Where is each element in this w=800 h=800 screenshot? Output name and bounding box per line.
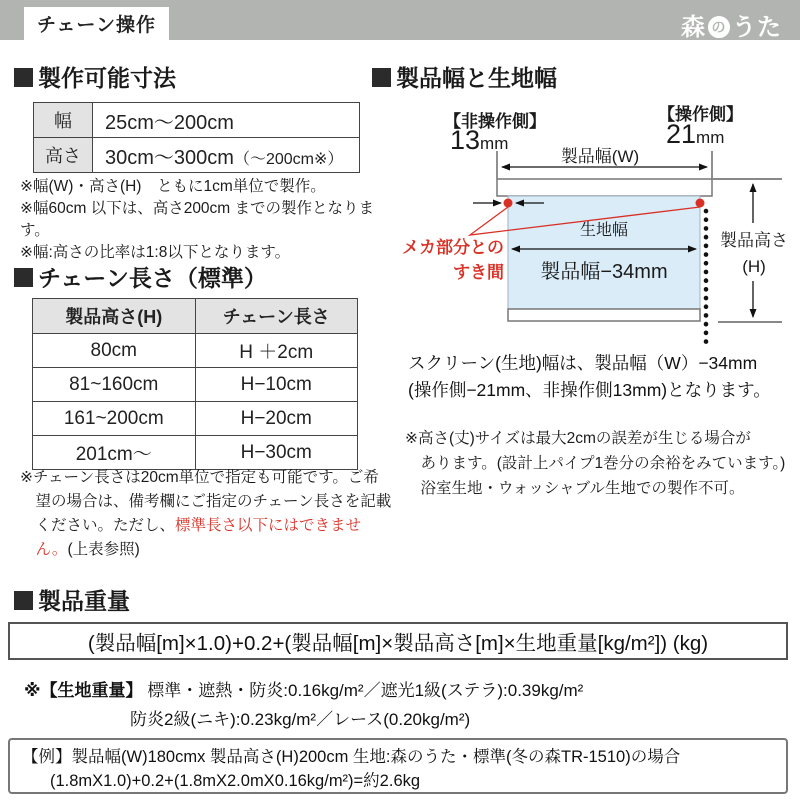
example-line1: 【例】製品幅(W)180cmx 製品高さ(H)200cm 生地:森のうた・標準(冬の森TR-1510)の場合: [22, 748, 681, 766]
note-line: ※高さ(丈)サイズは最大2cmの誤差が生じる場合が: [405, 430, 751, 447]
table-row: [33, 402, 358, 436]
fabric-width-description: [408, 350, 798, 404]
gap-value: 21: [666, 119, 697, 149]
operation-side-label: 【操作側】: [658, 105, 743, 124]
heading-square-icon: [14, 591, 33, 610]
non-operation-side-label: 【非操作側】: [444, 112, 546, 131]
heading-chain-label: チェーン長さ（標準）: [38, 265, 267, 291]
chain-note-text: ※チェーン長さは20cm単位で指定も可能です。ご希望の場合は、備考欄にご指定のチェーン長さを記載ください。ただし、: [20, 469, 392, 534]
gap-unit: mm: [696, 128, 725, 147]
table-row: [33, 368, 358, 402]
operation-side-value: [666, 119, 724, 150]
heading-dimensions: [14, 60, 176, 93]
heading-square-icon: [14, 68, 33, 87]
table-row: [33, 436, 358, 470]
col-header-product-height: 製品高さ(H): [33, 299, 196, 334]
heading-chain-length: [14, 260, 267, 293]
dim-value-text: 25cm〜200cm: [105, 111, 234, 134]
brand-text-uta: うた: [732, 14, 782, 41]
fabric-notes: [405, 426, 797, 501]
brand-logo: [681, 7, 782, 42]
heading-weight: [14, 583, 130, 616]
cell-chain: H−30cm: [195, 436, 358, 470]
weight-formula-text: (製品幅[m]×1.0)+0.2+(製品幅[m]×製品高さ[m]×生地重量[kg/m²]) (kg): [87, 632, 709, 655]
heading-dimensions-label: 製作可能寸法: [38, 65, 176, 91]
width-diagram: [370, 95, 800, 357]
mech-gap-line1: メカ部分との: [402, 238, 504, 257]
mech-gap-line2: すき間: [453, 263, 504, 282]
cell-height: 81~160cm: [33, 368, 196, 402]
brand-text-mori: 森: [681, 14, 706, 41]
gap-value: 13: [450, 125, 481, 155]
gap-unit: mm: [480, 134, 509, 153]
dim-row-value: [93, 138, 360, 173]
description-line: (操作側−21mm、非操作側13mm)となります。: [408, 380, 771, 400]
cell-chain: H ＋2cm: [195, 334, 358, 368]
note-line: ※幅(W)・高さ(H) ともに1cm単位で製作。: [20, 178, 326, 195]
dim-row-label: 高さ: [34, 138, 93, 173]
fabric-weight-note-line1: 標準・遮熱・防炎:0.16kg/m²／遮光1級(ステラ):0.39kg/m²: [147, 681, 584, 700]
dimensions-notes: [20, 176, 380, 264]
note-line: ※幅:高さの比率は1:8以下となります。: [20, 244, 291, 261]
dim-value-text: 30cm〜300cm: [105, 146, 234, 169]
chain-note-ref: (上表参照): [67, 541, 140, 558]
product-height-line1: 製品高さ: [720, 231, 788, 250]
gap-dot-right: [696, 199, 705, 208]
product-height-line2: (H): [742, 257, 766, 276]
chain-note: [20, 466, 392, 562]
cell-height: 161~200cm: [33, 402, 196, 436]
table-header-row: [33, 299, 358, 334]
dimensions-table: [33, 102, 360, 173]
top-bar: [0, 0, 800, 40]
heading-fabric-label: 製品幅と生地幅: [396, 65, 557, 91]
weight-formula-box: [8, 622, 788, 660]
cell-height: 80cm: [33, 334, 196, 368]
heading-square-icon: [14, 268, 33, 287]
cell-chain: H−20cm: [195, 402, 358, 436]
fabric-rect: [508, 196, 700, 309]
heading-weight-label: 製品重量: [38, 588, 130, 614]
table-row: [34, 103, 360, 138]
table-row: [34, 138, 360, 173]
dim-value-extra: （〜200cm※）: [233, 150, 344, 168]
mech-gap-label: [378, 235, 504, 285]
cell-height: 201cm〜: [33, 436, 196, 470]
heading-square-icon: [372, 68, 391, 87]
dim-row-label: 幅: [34, 103, 93, 138]
fabric-width-formula: 製品幅−34mm: [540, 261, 668, 283]
note-line: ※幅60cm 以下は、高さ200cm までの製作となります。: [20, 200, 375, 239]
table-row: [33, 334, 358, 368]
col-header-chain-length: チェーン長さ: [195, 299, 358, 334]
bottom-bar-rect: [508, 309, 700, 321]
note-line: 浴室生地・ウォッシャブル生地での製作不可。: [420, 480, 745, 497]
product-width-label: 製品幅(W): [560, 147, 640, 166]
note-line: あります。(設計上パイプ1巻分の余裕をみています。): [420, 455, 786, 472]
chain-length-table: [32, 298, 358, 470]
weight-example-box: [8, 738, 788, 794]
leaf-icon: の: [708, 16, 730, 38]
example-line2: (1.8mX1.0)+0.2+(1.8mX2.0mX0.16kg/m²)=約2.6kg: [50, 772, 421, 790]
gap-dot-left: [504, 199, 513, 208]
fabric-weight-note-line2: 防炎2級(ニキ):0.23kg/m²／レース(0.20kg/m²): [130, 710, 471, 729]
non-operation-side-value: [450, 125, 508, 156]
description-line: スクリーン(生地)幅は、製品幅（W）−34mm: [408, 353, 758, 373]
dim-row-value: [93, 103, 360, 138]
fabric-weight-note: [24, 676, 784, 701]
headrail-rect: [497, 179, 712, 196]
heading-fabric-width: [372, 60, 557, 93]
chain-note-warning: 標準長さ以下にはできません。: [35, 517, 362, 558]
cell-chain: H−10cm: [195, 368, 358, 402]
fabric-width-label: 生地幅: [579, 222, 628, 239]
operation-type-tag: チェーン操作: [24, 7, 169, 40]
product-height-label: [716, 228, 792, 280]
fabric-weight-note-label: ※【生地重量】: [24, 681, 143, 700]
